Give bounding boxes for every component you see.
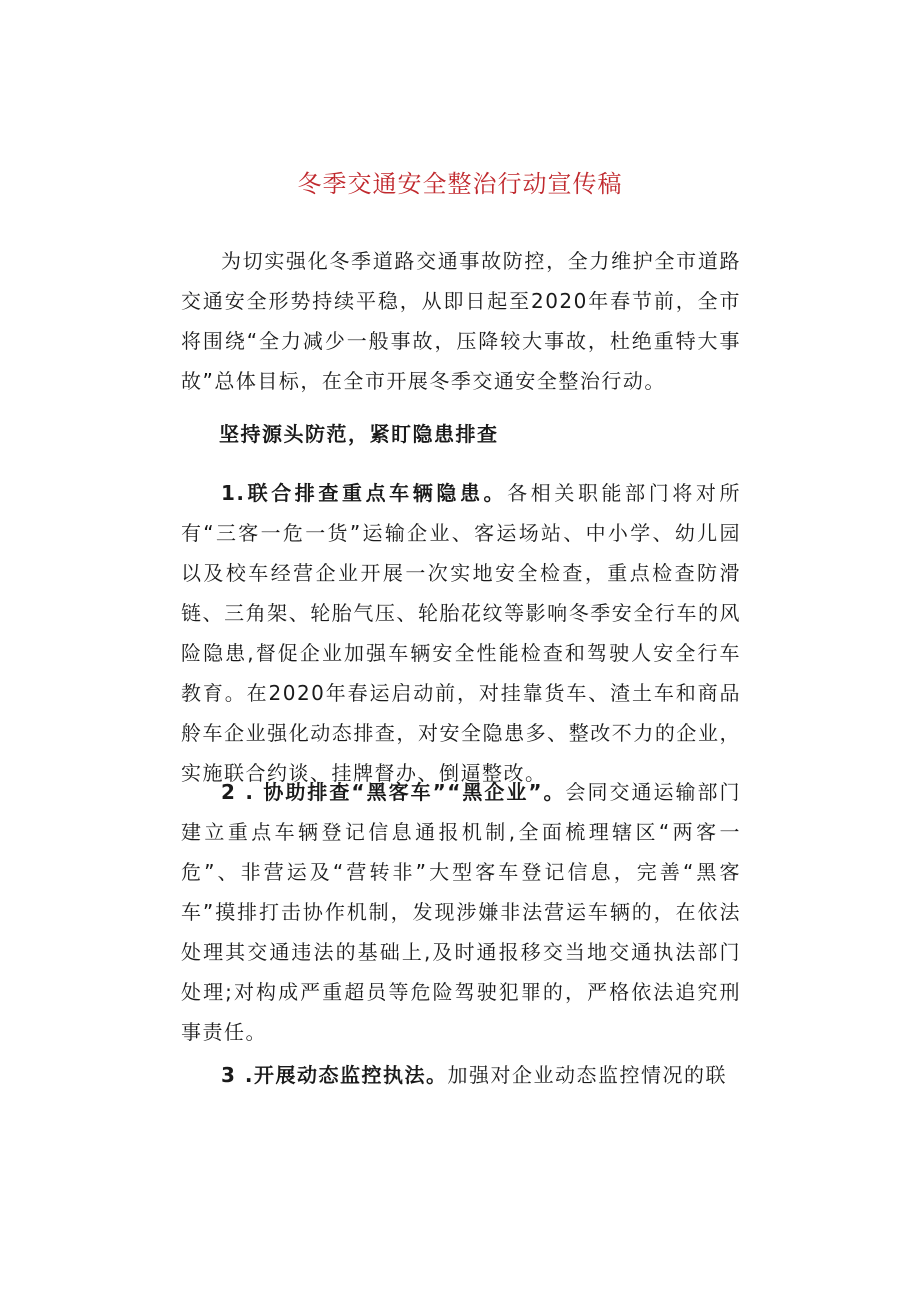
item-paragraph-2 xyxy=(181,772,741,1052)
document-title: 冬季交通安全整治行动宣传稿 xyxy=(297,170,623,198)
item-paragraph-1 xyxy=(181,473,741,793)
item-1-lead: 1.联合排查重点车辆隐患。 xyxy=(221,481,508,505)
section-heading: 坚持源头防范，紧盯隐患排查 xyxy=(219,422,499,446)
intro-paragraph: 为切实强化冬季道路交通事故防控，全力维护全市道路交通安全形势持续平稳，从即日起至2020年春节前，全市将围绕“全力减少一般事故，压降较大事故，杜绝重特大事故”总体目标，在全市开展冬季交通安全整治行动。 xyxy=(181,249,741,393)
item-2-text: 会同交通运输部门建立重点车辆登记信息通报机制,全面梳理辖区“两客一危”、非营运及“营转非”大型客车登记信息，完善“黑客车”摸排打击协作机制，发现涉嫌非法营运车辆的，在依法处理其交通违法的基础上,及时通报移交当地交通执法部门处理;对构成严重超员等危险驾驶犯罪的，严格依法追究刑事责任。 xyxy=(181,780,741,1044)
item-2-lead: 2 . 协助排查“黑客车”“黑企业”。 xyxy=(221,780,566,804)
item-3-lead: 3 .开展动态监控执法。 xyxy=(221,1063,448,1087)
item-paragraph-3 xyxy=(181,1055,741,1095)
item-1-text: 各相关职能部门将对所有“三客一危一货”运输企业、客运场站、中小学、幼儿园以及校车经营企业开展一次实地安全检查，重点检查防滑链、三角架、轮胎气压、轮胎花纹等影响冬季安全行车的风险隐患,督促企业加强车辆安全性能检查和驾驶人安全行车教育。在2020年春运启动前，对挂靠货车、渣土车和商品舲车企业强化动态排查，对安全隐患多、整改不力的企业，实施联合约谈、挂牌督办、倒逼整改。 xyxy=(181,481,742,785)
item-3-text: 加强对企业动态监控情况的联 xyxy=(447,1063,727,1087)
